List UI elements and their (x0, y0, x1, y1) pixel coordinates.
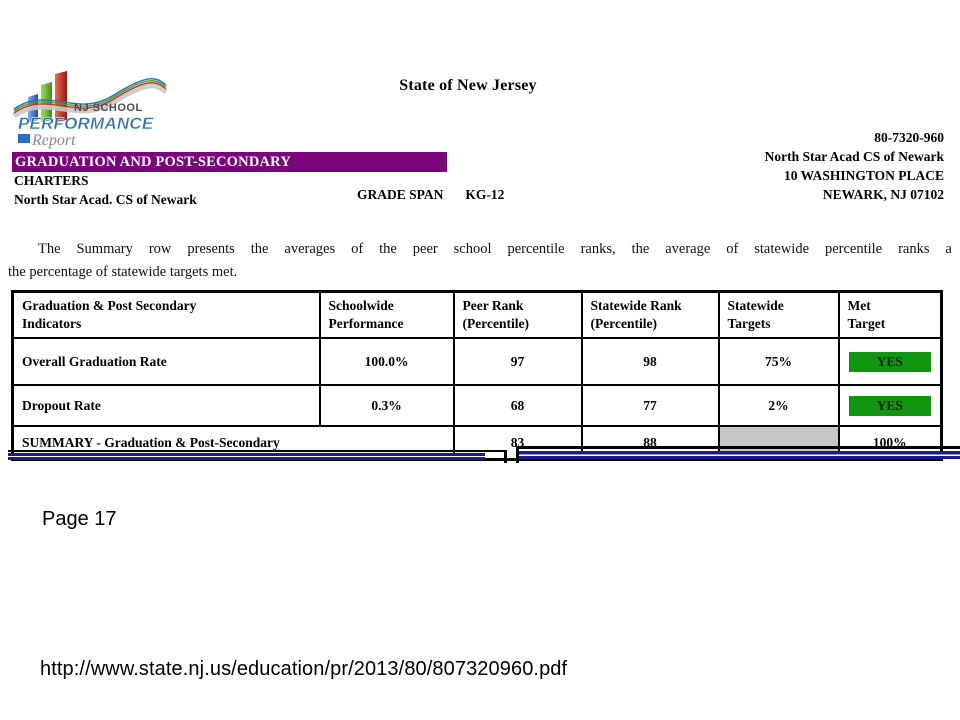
performance-cell: 100.0% (320, 338, 454, 385)
source-url-text: http://www.state.nj.us/education/pr/2013/80/807320960.pdf (40, 658, 568, 680)
grade-span (357, 187, 504, 203)
col-header-met-target: Met Target (839, 292, 942, 339)
target-cell: 2% (719, 385, 839, 426)
indicator-cell: Dropout Rate (13, 385, 320, 426)
logo-line1-text: NJ SCHOOL (74, 102, 143, 114)
school-address-line1: 10 WASHINGTON PLACE (783, 168, 944, 183)
met-target-yes-badge: YES (849, 352, 931, 372)
table-row-dropout-rate (13, 385, 942, 426)
table-header-row (13, 292, 942, 339)
school-code: 80-7320-960 (874, 130, 944, 145)
indicator-cell: Overall Graduation Rate (13, 338, 320, 385)
statewide-rank-cell: 77 (582, 385, 719, 426)
col-header-indicators: Graduation & Post Secondary Indicators (13, 292, 320, 339)
intro-line1: The Summary row presents the averages of the peer school percentile ranks, the average of statewide percentile ranks a (38, 241, 952, 257)
col-header-schoolwide-performance: Schoolwide Performance (320, 292, 454, 339)
target-cell: 75% (719, 338, 839, 385)
summary-intro-paragraph (8, 241, 952, 281)
logo-line3-text: Report (32, 132, 76, 149)
grade-span-value: KG-12 (465, 187, 505, 202)
col-header-peer-rank: Peer Rank (Percentile) (454, 292, 582, 339)
divider-bar-right (516, 446, 960, 463)
section-banner: GRADUATION AND POST-SECONDARY (12, 152, 447, 172)
page-title: State of New Jersey (399, 77, 537, 94)
grade-span-label: GRADE SPAN (357, 187, 444, 202)
summary-met-target-cell: 100% (839, 426, 942, 460)
statewide-rank-cell: 98 (582, 338, 719, 385)
met-target-cell (839, 385, 942, 426)
school-name-header: North Star Acad CS of Newark (764, 149, 944, 164)
district-type-label: CHARTERS (14, 173, 89, 188)
col-header-statewide-rank: Statewide Rank (Percentile) (582, 292, 719, 339)
summary-label-cell: SUMMARY - Graduation & Post-Secondary (13, 426, 454, 460)
summary-peer-rank-cell: 83 (454, 426, 582, 460)
performance-cell: 0.3% (320, 385, 454, 426)
navy-rule-left (8, 453, 485, 460)
school-address-block (765, 128, 944, 204)
intro-line2: the percentage of statewide targets met. (8, 264, 238, 280)
peer-rank-cell: 97 (454, 338, 582, 385)
col-header-statewide-targets: Statewide Targets (719, 292, 839, 339)
met-target-cell (839, 338, 942, 385)
logo-blue-block (18, 134, 30, 143)
summary-statewide-rank-cell: 88 (582, 426, 719, 460)
peer-rank-cell: 68 (454, 385, 582, 426)
met-target-yes-badge: YES (849, 396, 931, 416)
school-address-line2: NEWARK, NJ 07102 (822, 187, 944, 202)
divider-bar-left (8, 450, 507, 463)
navy-rule-right (519, 451, 960, 459)
logo-line2-text: PERFORMANCE (18, 114, 154, 133)
page-number-label: Page 17 (42, 508, 117, 530)
table-row-overall-graduation-rate (13, 338, 942, 385)
school-name-label: North Star Acad. CS of Newark (14, 192, 197, 207)
graduation-indicators-table (11, 290, 943, 461)
